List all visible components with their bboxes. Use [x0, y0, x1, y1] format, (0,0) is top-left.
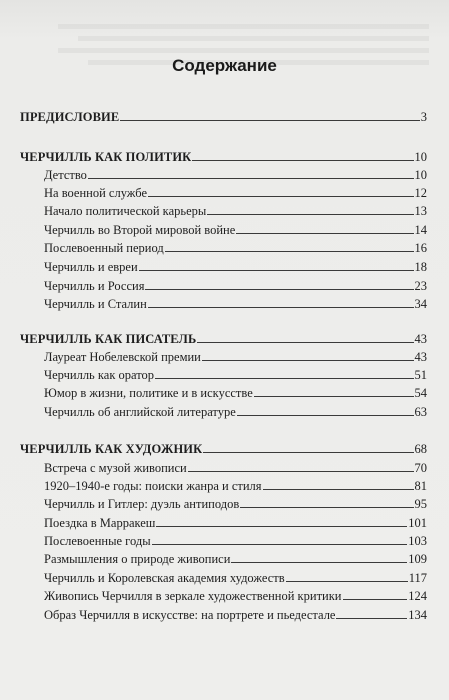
section-page: 3 [420, 110, 427, 124]
toc-item[interactable] [44, 475, 427, 493]
toc-section-writer[interactable] [20, 328, 427, 346]
item-label: Черчилль и евреи [44, 260, 138, 274]
item-label: Образ Черчилля в искусстве: на портрете и пьедестале [44, 608, 336, 622]
item-page: 43 [414, 350, 427, 364]
leader-line [343, 599, 408, 600]
leader-line [240, 507, 413, 508]
toc-item[interactable] [44, 604, 427, 622]
item-label: Черчилль и Россия [44, 279, 145, 293]
leader-line [165, 251, 414, 252]
leader-line [152, 544, 408, 545]
item-label: Послевоенный период [44, 241, 164, 255]
toc-section-politician[interactable] [20, 146, 427, 164]
toc-item[interactable] [44, 182, 427, 200]
toc-item[interactable] [44, 567, 427, 585]
leader-line [139, 270, 414, 271]
item-label: Черчилль как оратор [44, 368, 155, 382]
toc-item[interactable] [44, 293, 427, 311]
toc-item[interactable] [44, 548, 427, 566]
leader-line [263, 489, 414, 490]
toc-item[interactable] [44, 219, 427, 237]
section-label: ПРЕДИСЛОВИЕ [20, 110, 120, 124]
leader-line [237, 415, 414, 416]
leader-line [145, 289, 413, 290]
item-label: Послевоенные годы [44, 534, 151, 548]
item-label: Черчилль и Гитлер: дуэль антиподов [44, 497, 240, 511]
item-label: Черчилль во Второй мировой войне [44, 223, 236, 237]
section-label: ЧЕРЧИЛЛЬ КАК ПОЛИТИК [20, 150, 192, 164]
item-label: Юмор в жизни, политике и в искусстве [44, 386, 253, 400]
toc-section-foreword[interactable] [20, 106, 427, 124]
item-page: 16 [414, 241, 427, 255]
item-page: 109 [408, 552, 427, 566]
toc-item[interactable] [44, 275, 427, 293]
toc-item[interactable] [44, 457, 427, 475]
item-page: 23 [414, 279, 427, 293]
toc-item[interactable] [44, 256, 427, 274]
item-page: 34 [414, 297, 427, 311]
leader-line [188, 471, 414, 472]
item-label: 1920–1940-е годы: поиски жанра и стиля [44, 479, 262, 493]
toc-item[interactable] [44, 346, 427, 364]
leader-line [203, 452, 413, 453]
leader-line [192, 160, 413, 161]
section-label: ЧЕРЧИЛЛЬ КАК ХУДОЖНИК [20, 442, 203, 456]
item-label: Лауреат Нобелевской премии [44, 350, 201, 364]
item-page: 81 [414, 479, 427, 493]
leader-line [155, 378, 413, 379]
toc-item[interactable] [44, 382, 427, 400]
toc-item[interactable] [44, 164, 427, 182]
item-page: 10 [414, 168, 427, 182]
leader-line [120, 120, 419, 121]
section-page: 68 [414, 442, 427, 456]
item-label: Размышления о природе живописи [44, 552, 231, 566]
leader-line [202, 360, 414, 361]
item-page: 134 [408, 608, 427, 622]
leader-line [254, 396, 414, 397]
toc-item[interactable] [44, 530, 427, 548]
item-page: 103 [408, 534, 427, 548]
item-page: 117 [408, 571, 427, 585]
item-label: Черчилль об английской литературе [44, 405, 236, 419]
section-page: 43 [414, 332, 427, 346]
leader-line [286, 581, 408, 582]
item-page: 13 [414, 204, 427, 218]
item-page: 54 [414, 386, 427, 400]
leader-line [336, 618, 407, 619]
item-label: Живопись Черчилля в зеркале художественной критики [44, 589, 342, 603]
item-label: На военной службе [44, 186, 147, 200]
page-title: Содержание [172, 56, 277, 75]
item-page: 18 [414, 260, 427, 274]
item-label: Черчилль и Сталин [44, 297, 147, 311]
leader-line [231, 562, 407, 563]
leader-line [197, 342, 413, 343]
leader-line [156, 526, 407, 527]
item-page: 95 [414, 497, 427, 511]
toc-item[interactable] [44, 585, 427, 603]
item-page: 14 [414, 223, 427, 237]
leader-line [148, 196, 414, 197]
toc-item[interactable] [44, 200, 427, 218]
toc-item[interactable] [44, 493, 427, 511]
toc-item[interactable] [44, 237, 427, 255]
toc-item[interactable] [44, 364, 427, 382]
leader-line [236, 233, 413, 234]
item-label: Поездка в Марракеш [44, 516, 156, 530]
item-page: 70 [414, 461, 427, 475]
item-page: 101 [408, 516, 427, 530]
section-label: ЧЕРЧИЛЛЬ КАК ПИСАТЕЛЬ [20, 332, 197, 346]
item-label: Черчилль и Королевская академия художеств [44, 571, 285, 585]
item-label: Встреча с музой живописи [44, 461, 187, 475]
section-page: 10 [414, 150, 427, 164]
toc-section-artist[interactable] [20, 438, 427, 456]
item-page: 63 [414, 405, 427, 419]
item-page: 51 [414, 368, 427, 382]
item-page: 124 [408, 589, 427, 603]
leader-line [88, 178, 414, 179]
item-page: 12 [414, 186, 427, 200]
leader-line [207, 214, 413, 215]
toc-item[interactable] [44, 512, 427, 530]
item-label: Детство [44, 168, 87, 182]
item-label: Начало политической карьеры [44, 204, 207, 218]
leader-line [148, 307, 414, 308]
toc-item[interactable] [44, 401, 427, 419]
